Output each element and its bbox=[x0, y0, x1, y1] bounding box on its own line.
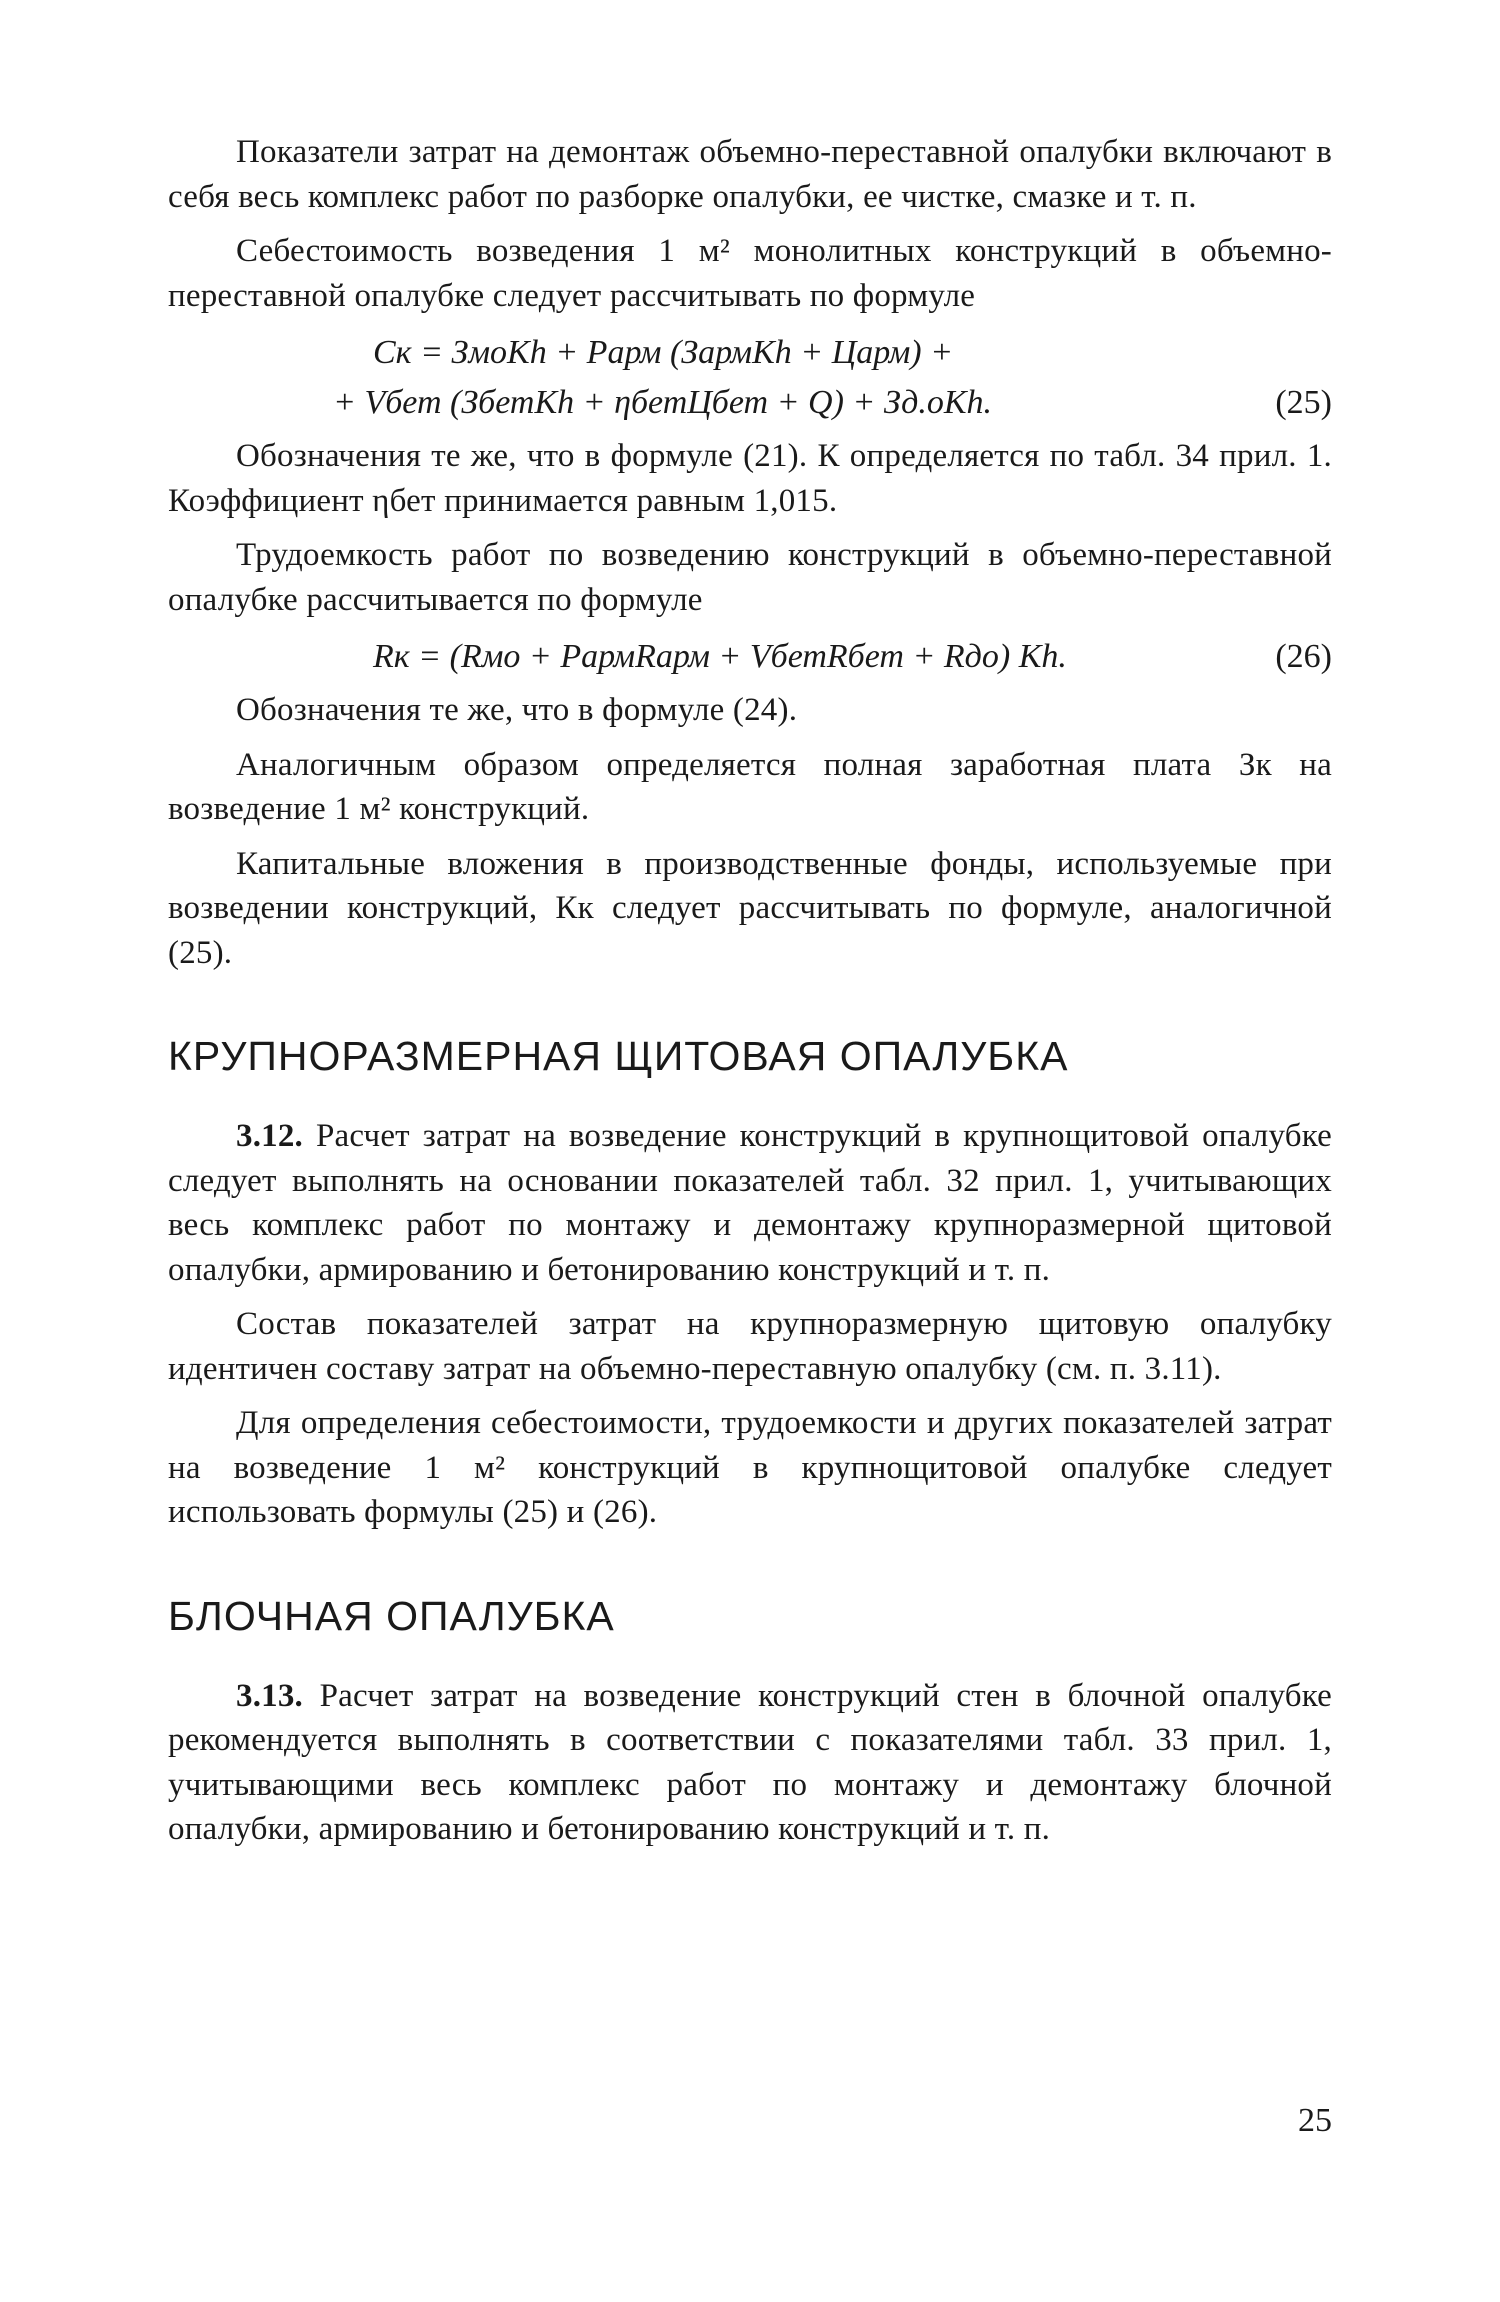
section-number-3-12: 3.12. bbox=[236, 1118, 303, 1154]
formula-26 bbox=[168, 632, 1332, 682]
section-number-3-13: 3.13. bbox=[236, 1677, 303, 1714]
section-3-13-text: Расчет затрат на возведение конструкций стен в блочной опалубке рекомендуется выполнять в соответствии с показателями табл. 33 прил. 1, учитывающими весь комплекс работ по монтажу и демонтажу блочной опалубки, армированию и бетонированию конструкций и т. п. bbox=[168, 1677, 1332, 1847]
heading-large-panel-formwork: КРУПНОРАЗМЕРНАЯ ЩИТОВАЯ ОПАЛУБКА bbox=[168, 1033, 1069, 1079]
paragraph-cost-formula-intro: Себестоимость возведения 1 м² монолитных конструкций в объемно-переставной опалубке следует рассчитывать по формуле bbox=[168, 233, 1332, 314]
formula-26-number: (26) bbox=[1275, 638, 1332, 675]
formula-25-number: (25) bbox=[1275, 384, 1332, 421]
paragraph-formula-usage: Для определения себестоимости, трудоемкости и других показателей затрат на возведение 1 м² конструкций в крупнощитовой опалубке следует использовать формулы (25) и (26). bbox=[168, 1405, 1332, 1530]
formula-25-line-1: Cк = ЗмоKh + Pарм (ЗармKh + Царм) + bbox=[373, 334, 954, 371]
paragraph-wages: Аналогичным образом определяется полная заработная плата Зк на возведение 1 м² конструкций. bbox=[168, 746, 1332, 827]
section-3-12-text: Расчет затрат на возведение конструкций в крупнощитовой опалубке следует выполнять на основании показателей табл. 32 прил. 1, учитывающих весь комплекс работ по монтажу и демонтажу крупноразмерной щитовой опалубки, армированию и бетонированию конструкций и т. п. bbox=[168, 1118, 1332, 1288]
heading-block-formwork: БЛОЧНАЯ ОПАЛУБКА bbox=[168, 1592, 615, 1639]
paragraph-capital-investment: Капитальные вложения в производственные фонды, используемые при возведении конструкций, Кк следует рассчитывать по формуле, аналогичной (25). bbox=[168, 845, 1332, 971]
paragraph-notation-24: Обозначения те же, что в формуле (24). bbox=[236, 692, 798, 728]
formula-25-line-2: + Vбет (ЗбетKh + ηбетЦбет + Q) + Зд.оKh. bbox=[333, 384, 993, 421]
paragraph-labor-formula-intro: Трудоемкость работ по возведению конструкций в объемно-переставной опалубке рассчитывается по формуле bbox=[168, 537, 1332, 618]
paragraph-notation-21: Обозначения те же, что в формуле (21). К определяется по табл. 34 прил. 1. Коэффициент ηбет принимается равным 1,015. bbox=[168, 438, 1332, 519]
paragraph-section-3-13 bbox=[168, 1674, 1332, 1852]
paragraph-dismantling-costs: Показатели затрат на демонтаж объемно-переставной опалубки включают в себя весь комплекс работ по разборке опалубки, ее чистке, смазке и т. п. bbox=[168, 134, 1332, 215]
paragraph-cost-composition: Состав показателей затрат на крупноразмерную щитовую опалубку идентичен составу затрат на объемно-переставную опалубку (см. п. 3.11). bbox=[168, 1306, 1332, 1387]
paragraph-section-3-12 bbox=[168, 1114, 1332, 1292]
formula-25 bbox=[168, 328, 1332, 428]
formula-26-line-1: Rк = (Rмо + PармRарм + VбетRбет + Rдо) Kh. bbox=[373, 638, 1067, 675]
page-number: 25 bbox=[1298, 2102, 1332, 2139]
